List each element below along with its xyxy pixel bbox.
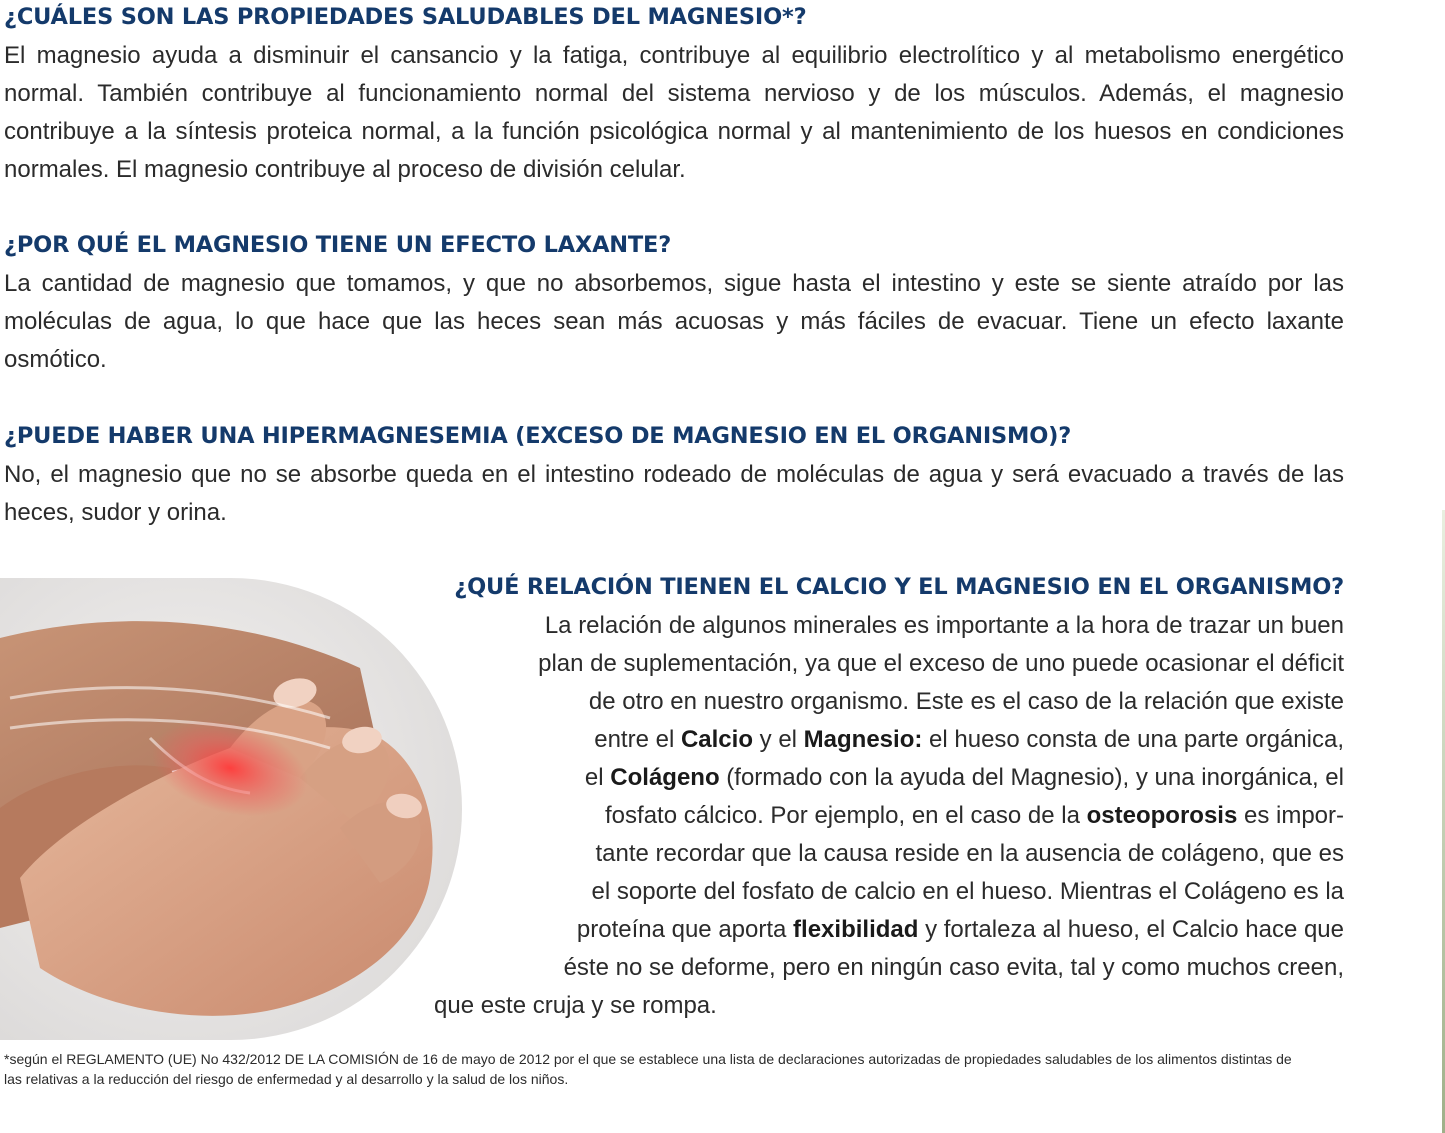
text-line: entre el Calcio y el Magnesio: el hueso consta de una parte orgánica, (594, 726, 1344, 753)
term-osteoporosis: osteoporosis (1086, 802, 1238, 829)
text-line: tante recordar que la causa reside en la ausencia de colágeno, que es (595, 840, 1344, 867)
term-colageno: Colágeno (610, 764, 720, 791)
text-line: el Colágeno (formado con la ayuda del Magnesio), y una inorgánica, el (584, 764, 1344, 791)
hand-wrist-image (0, 578, 462, 1040)
term-flexibilidad: flexibilidad (793, 916, 919, 943)
calcium-magnesium-body (404, 607, 1344, 1025)
wrist-pain-illustration (0, 578, 462, 1040)
text-line: éste no se deforme, pero en ningún caso evita, tal y como muchos creen, (563, 954, 1344, 981)
text-line: fosfato cálcico. Por ejemplo, en el caso de la osteoporosis es impor- (605, 802, 1344, 829)
text-line: proteína que aporta flexibilidad y fortaleza al hueso, el Calcio hace que (576, 916, 1344, 943)
text-line: el soporte del fosfato de calcio en el hueso. Mientras el Colágeno es la (591, 878, 1344, 905)
section-heading-hypermagnesemia: ¿PUEDE HABER UNA HIPERMAGNESEMIA (EXCESO DE MAGNESIO EN EL ORGANISMO)? (4, 423, 1072, 449)
text-line: que este cruja y se rompa. (434, 992, 717, 1019)
section-body-health-properties: El magnesio ayuda a disminuir el cansancio y la fatiga, contribuye al equilibrio electrolítico y al metabolismo energético normal. También contribuye al funcionamiento normal del sistema nervioso y de los músculos. Además, el magnesio contribuye a la síntesis proteica normal, a la función psicológica normal y al mantenimiento de los huesos en condiciones normales. El magnesio contribuye al proceso de división celular. (4, 42, 1344, 183)
term-calcio: Calcio (680, 726, 753, 753)
text-line: plan de suplementación, ya que el exceso de uno puede ocasionar el déficit (538, 650, 1344, 677)
section-heading-calcium-magnesium: ¿QUÉ RELACIÓN TIENEN EL CALCIO Y EL MAGNESIO EN EL ORGANISMO? (454, 574, 1344, 600)
term-magnesio: Magnesio: (803, 726, 923, 753)
footnote-regulation: *según el REGLAMENTO (UE) No 432/2012 DE LA COMISIÓN de 16 de mayo de 2012 por el que se establece una lista de declaraciones autorizadas de propiedades saludables de los alimentos distintas de las relativas a la reducción del riesgo de enfermedad y al desarrollo y la salud de los niños. (4, 1051, 1292, 1087)
section-heading-laxative-effect: ¿POR QUÉ EL MAGNESIO TIENE UN EFECTO LAXANTE? (4, 232, 672, 258)
section-body-hypermagnesemia: No, el magnesio que no se absorbe queda en el intestino rodeado de moléculas de agua y será evacuado a través de las heces, sudor y orina. (4, 461, 1344, 526)
text-line: de otro en nuestro organismo. Este es el caso de la relación que existe (588, 688, 1344, 715)
section-heading-health-properties: ¿CUÁLES SON LAS PROPIEDADES SALUDABLES DEL MAGNESIO*? (4, 4, 807, 30)
section-body-laxative-effect: La cantidad de magnesio que tomamos, y que no absorbemos, sigue hasta el intestino y este se siente atraído por las moléculas de agua, lo que hace que las heces sean más acuosas y más fáciles de evacuar. Tiene un efecto laxante osmótico. (4, 270, 1344, 373)
text-line: La relación de algunos minerales es importante a la hora de trazar un buen (544, 612, 1344, 639)
